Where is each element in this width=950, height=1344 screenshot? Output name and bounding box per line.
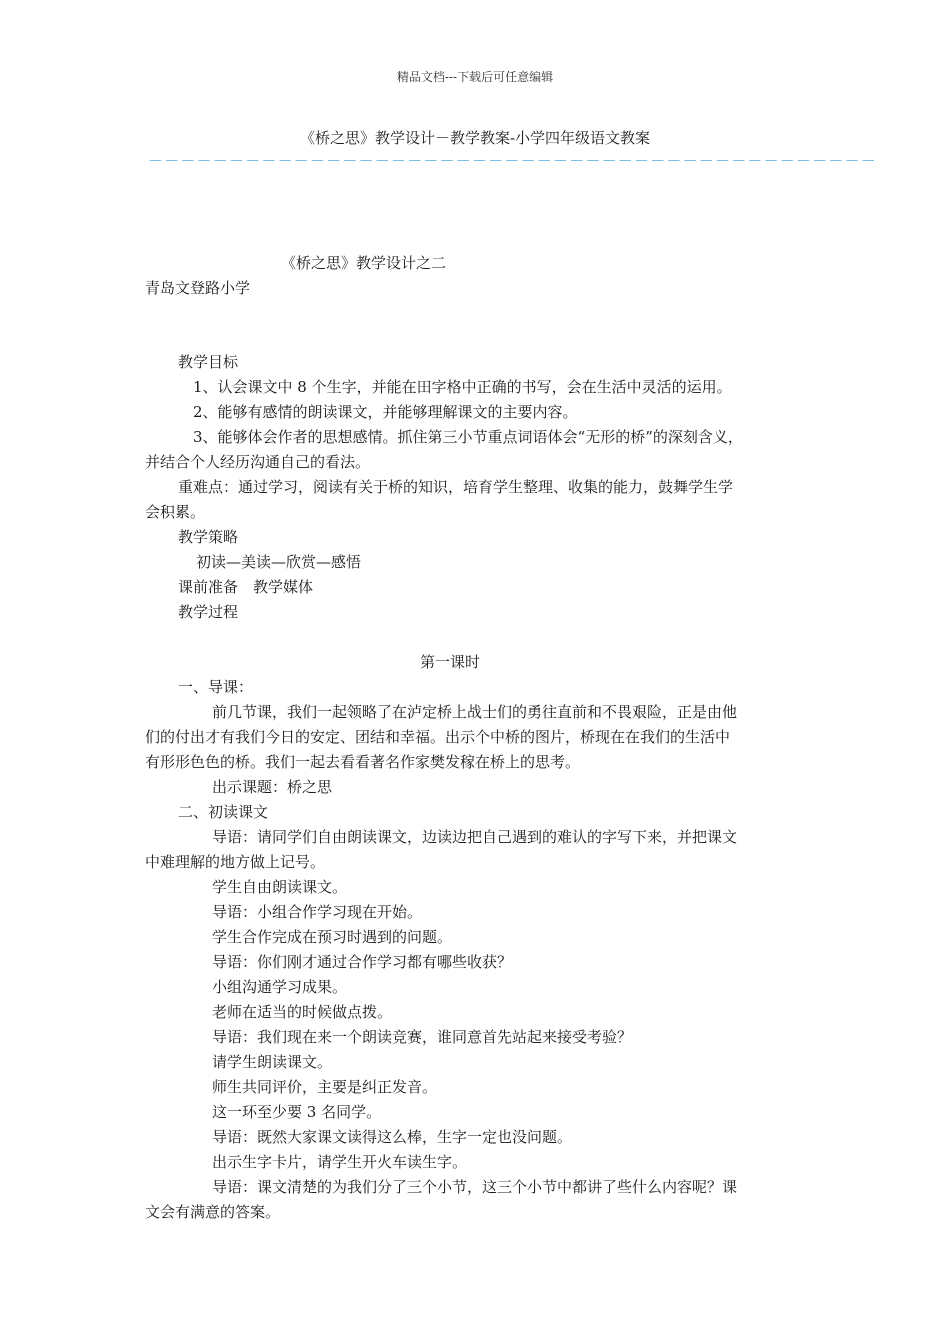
goal-1: 1、认会课文中 8 个生字，并能在田字格中正确的书写，会在生活中灵活的运用。	[193, 378, 732, 396]
key-points-line-2: 会积累。	[145, 503, 206, 521]
preparation: 课前准备 教学媒体	[178, 578, 314, 596]
section-2-heading: 二、初读课文	[178, 803, 269, 821]
para-1-line-2: 们的付出才有我们今日的安定、团结和幸福。出示个中桥的图片，桥现在在我们的生活中	[145, 728, 731, 746]
para-1-line-1: 前几节课，我们一起领略了在泸定桥上战士们的勇往直前和不畏艰险，正是由他	[212, 703, 738, 721]
strategy-heading: 教学策略	[178, 528, 239, 546]
strategy-text: 初读—美读—欣赏—感悟	[196, 553, 362, 571]
para-1-line-3: 有形形色色的桥。我们一起去看看著名作家樊发稼在桥上的思考。	[145, 753, 581, 771]
para-13: 导语：既然大家课文读得这么棒，生字一定也没问题。	[212, 1128, 573, 1146]
document-title: 《桥之思》教学设计－教学教案-小学四年级语文教案	[299, 129, 651, 147]
para-15-line-1: 导语：课文清楚的为我们分了三个小节，这三个小节中都讲了些什么内容呢？课	[212, 1178, 738, 1196]
para-1-line-4: 出示课题：桥之思	[212, 778, 333, 796]
para-12: 这一环至少要 3 名同学。	[212, 1103, 382, 1121]
section-1-heading: 一、导课：	[178, 678, 254, 696]
subtitle: 《桥之思》教学设计之二	[281, 254, 447, 272]
goal-3-line-1: 3、能够体会作者的思想感情。抓住第三小节重点词语体会“无形的桥”的深刻含义，	[193, 428, 743, 446]
process-heading: 教学过程	[178, 603, 239, 621]
para-9: 导语：我们现在来一个朗读竞赛，谁同意首先站起来接受考验？	[212, 1028, 633, 1046]
para-7: 小组沟通学习成果。	[212, 978, 348, 996]
para-5: 学生合作完成在预习时遇到的问题。	[212, 928, 453, 946]
para-11: 师生共同评价，主要是纠正发音。	[212, 1078, 438, 1096]
title-divider: －－－－－－－－－－－－－－－－－－－－－－－－－－－－－－－－－－－－－－－－－－－－－	[148, 152, 878, 170]
para-2-line-2: 中难理解的地方做上记号。	[145, 853, 326, 871]
para-3: 学生自由朗读课文。	[212, 878, 348, 896]
para-8: 老师在适当的时候做点拨。	[212, 1003, 393, 1021]
header-note: 精品文档---下载后可任意编辑	[396, 70, 554, 84]
para-10: 请学生朗读课文。	[212, 1053, 333, 1071]
lesson-heading: 第一课时	[420, 653, 481, 671]
goals-heading: 教学目标	[178, 353, 239, 371]
para-14: 出示生字卡片，请学生开火车读生字。	[212, 1153, 468, 1171]
para-2-line-1: 导语：请同学们自由朗读课文，边读边把自己遇到的难认的字写下来，并把课文	[212, 828, 738, 846]
para-15-line-2: 文会有满意的答案。	[145, 1203, 281, 1221]
para-6: 导语：你们刚才通过合作学习都有哪些收获？	[212, 953, 513, 971]
para-4: 导语：小组合作学习现在开始。	[212, 903, 423, 921]
key-points-line-1: 重难点：通过学习，阅读有关于桥的知识，培育学生整理、收集的能力，鼓舞学生学	[178, 478, 734, 496]
goal-3-line-2: 并结合个人经历沟通自己的看法。	[145, 453, 371, 471]
school-name: 青岛文登路小学	[145, 279, 251, 297]
goal-2: 2、能够有感情的朗读课文，并能够理解课文的主要内容。	[193, 403, 578, 421]
